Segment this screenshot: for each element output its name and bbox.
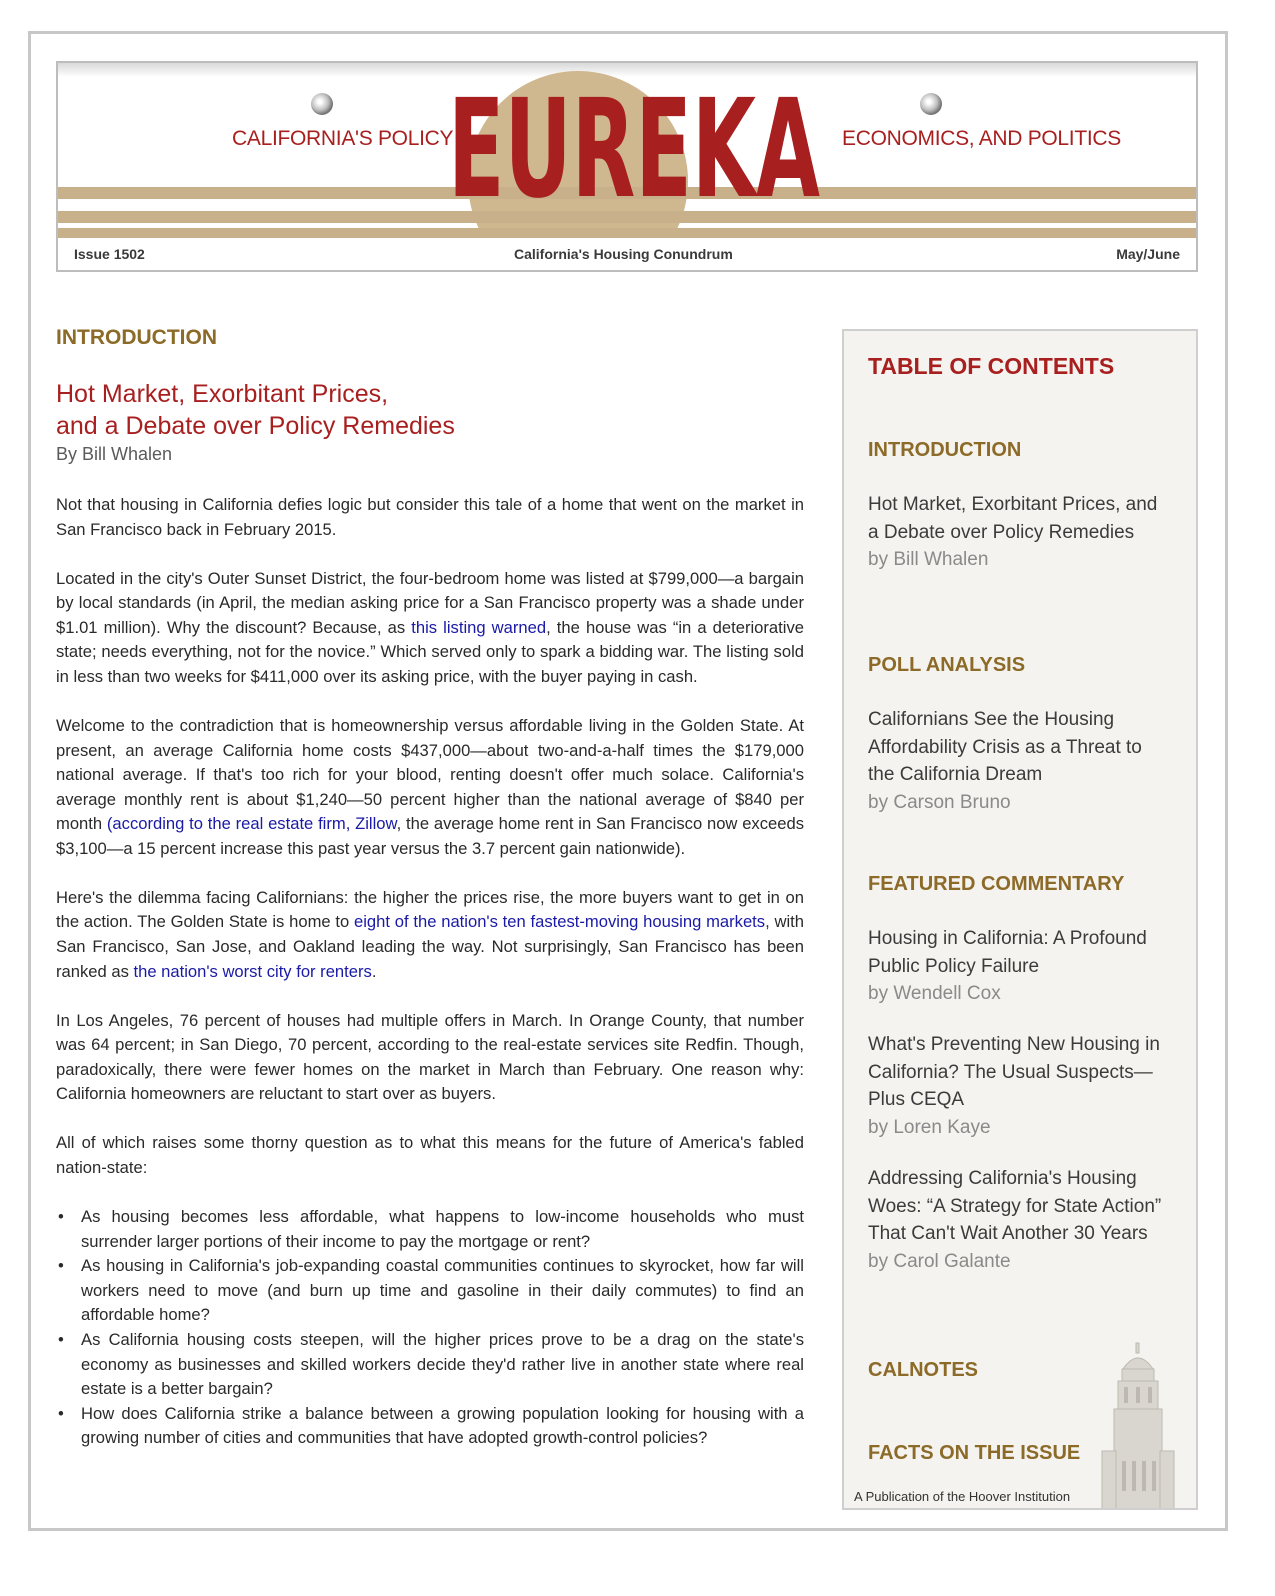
list-item: • How does California strike a balance between a growing population looking for housing with a growing number of cities and communities that have adopted growth-control policies? <box>81 1402 804 1451</box>
toc-entry-introduction[interactable] <box>868 491 1168 574</box>
paragraph-text: Here's the dilemma facing Californians: the higher the prices rise, the more buyers want to get in on the action. The Golden State is home to <box>56 887 804 932</box>
list-item: • As California housing costs steepen, will the higher prices prove to be a drag on the state's economy as businesses and skilled workers decide they'd rather live in another state where real estate is a better bargain? <box>81 1328 804 1402</box>
paragraph <box>56 886 804 984</box>
link-listing[interactable]: this listing warned <box>411 617 547 637</box>
toc-entry-title: Housing in California: A Profound Public Policy Failure <box>868 928 1147 977</box>
toc-section-featured-commentary: FEATURED COMMENTARY <box>868 873 1125 895</box>
logo-text: EUREKA <box>448 71 820 211</box>
paragraph-text: , the house was “in a deteriorative state; needs everything, not for the novice.” Which served only to spark a bidding war. The listing sold in less than two weeks for $411,000 over its asking price, with the buyer paying in cash. <box>56 617 804 686</box>
hoover-tower-icon <box>1078 1341 1198 1510</box>
section-label-introduction: INTRODUCTION <box>56 326 217 349</box>
paragraph <box>56 567 804 690</box>
masthead-stripe <box>58 211 1196 223</box>
toc-entry-author: by Carson Bruno <box>868 791 1011 813</box>
article-headline <box>56 378 796 442</box>
masthead-tagline-right: ECONOMICS, AND POLITICS <box>842 127 1121 150</box>
paragraph: In Los Angeles, 76 percent of houses had multiple offers in March. In Orange County, that number was 64 percent; in San Diego, 70 percent, according to the real-estate services site Redfin. Though, paradoxically, there were fewer homes on the market in March than February. One reason why: California homeowners are reluctant to start over as buyers. <box>56 1010 804 1104</box>
toc-entry-author: by Bill Whalen <box>868 549 989 570</box>
paragraph <box>56 714 804 862</box>
link-zillow[interactable]: (according to the real estate firm, Zillow <box>106 814 397 834</box>
paragraph-text: , the average home rent in San Francisco now exceeds $3,100—a 15 percent increase this past year versus the 3.7 percent gain nationwide). <box>56 814 804 858</box>
paragraph-text: Located in the city's Outer Sunset District, the four-bedroom home was listed at $799,000—a bargain by local standards (in April, the median asking price for a San Francisco property was a shade under $1.01 million). Why the discount? Because, as <box>56 568 804 637</box>
toc-entry-title: What's Preventing New Housing in California? The Usual Suspects—Plus CEQA <box>868 1034 1160 1110</box>
toc-entry-title: Californians See the Housing Affordability Crisis as a Threat to the California Dream <box>868 709 1142 785</box>
rivet-icon <box>920 93 942 115</box>
toc-entry-title: Addressing California's Housing Woes: “A Strategy for State Action” That Can't Wait Another 30 Years <box>868 1168 1162 1244</box>
toc-entry-featured-1[interactable] <box>868 925 1168 1008</box>
headline-line: Hot Market, Exorbitant Prices, <box>56 380 389 408</box>
toc-entry-author: by Carol Galante <box>868 1250 1011 1272</box>
question-list <box>56 1205 804 1451</box>
paragraph: All of which raises some thorny question as to what this means for the future of America's fabled nation-state: <box>56 1133 804 1178</box>
issue-topic: California's Housing Conundrum <box>514 246 733 262</box>
headline-line: and a Debate over Policy Remedies <box>56 412 455 440</box>
article-byline: By Bill Whalen <box>56 444 173 464</box>
publication-credit: A Publication of the Hoover Institution <box>854 1489 1071 1504</box>
list-item: • As housing becomes less affordable, what happens to low-income households who must surrender larger portions of their income to pay the mortgage or rent? <box>81 1205 804 1254</box>
article-body <box>56 493 804 1451</box>
paragraph: Not that housing in California defies logic but consider this tale of a home that went on the market in San Francisco back in February 2015. <box>56 495 804 539</box>
link-fastest-markets[interactable]: eight of the nation's ten fastest-moving housing markets <box>354 912 766 932</box>
toc-entry-poll[interactable] <box>868 706 1168 816</box>
link-worst-city[interactable]: the nation's worst city for renters <box>133 961 372 981</box>
toc-section-calnotes[interactable]: CALNOTES <box>868 1359 978 1381</box>
toc-section-introduction: INTRODUCTION <box>868 439 1022 461</box>
toc-entry-author: by Wendell Cox <box>868 983 1001 1004</box>
masthead <box>56 61 1198 272</box>
table-of-contents-sidebar <box>842 329 1198 1510</box>
toc-entry-title: Hot Market, Exorbitant Prices, and a Debate over Policy Remedies <box>868 494 1158 543</box>
toc-entry-featured-2[interactable] <box>868 1031 1168 1141</box>
toc-section-poll-analysis: POLL ANALYSIS <box>868 654 1026 676</box>
list-item: • As housing in California's job-expanding coastal communities continues to skyrocket, how far will workers need to move (and burn up time and gasoline in their daily commutes) to find an affordable home? <box>81 1254 804 1328</box>
issue-date: May/June <box>1116 246 1180 262</box>
paragraph-text: , with San Francisco, San Jose, and Oakland leading the way. Not surprisingly, San Francisco has been ranked as <box>56 912 804 981</box>
paragraph-text: . <box>371 961 377 981</box>
masthead-info-bar <box>58 238 1196 270</box>
toc-entry-featured-3[interactable] <box>868 1165 1168 1275</box>
toc-title: TABLE OF CONTENTS <box>868 353 1115 379</box>
issue-number: Issue 1502 <box>74 246 145 262</box>
paragraph-text: Welcome to the contradiction that is homeownership versus affordable living in the Golden State. At present, an average California home costs $437,000—about two-and-a-half times the $179,000 national average. If that's too rich for your blood, renting doesn't offer much solace. California's average monthly rent is about $1,240—50 percent higher than the national average of $840 per month <box>56 715 804 834</box>
toc-entry-author: by Loren Kaye <box>868 1116 991 1138</box>
masthead-tagline-left: CALIFORNIA'S POLICY <box>232 127 454 150</box>
eureka-logo <box>444 71 824 211</box>
toc-section-facts[interactable]: FACTS ON THE ISSUE <box>868 1442 1081 1464</box>
rivet-icon <box>311 93 333 115</box>
